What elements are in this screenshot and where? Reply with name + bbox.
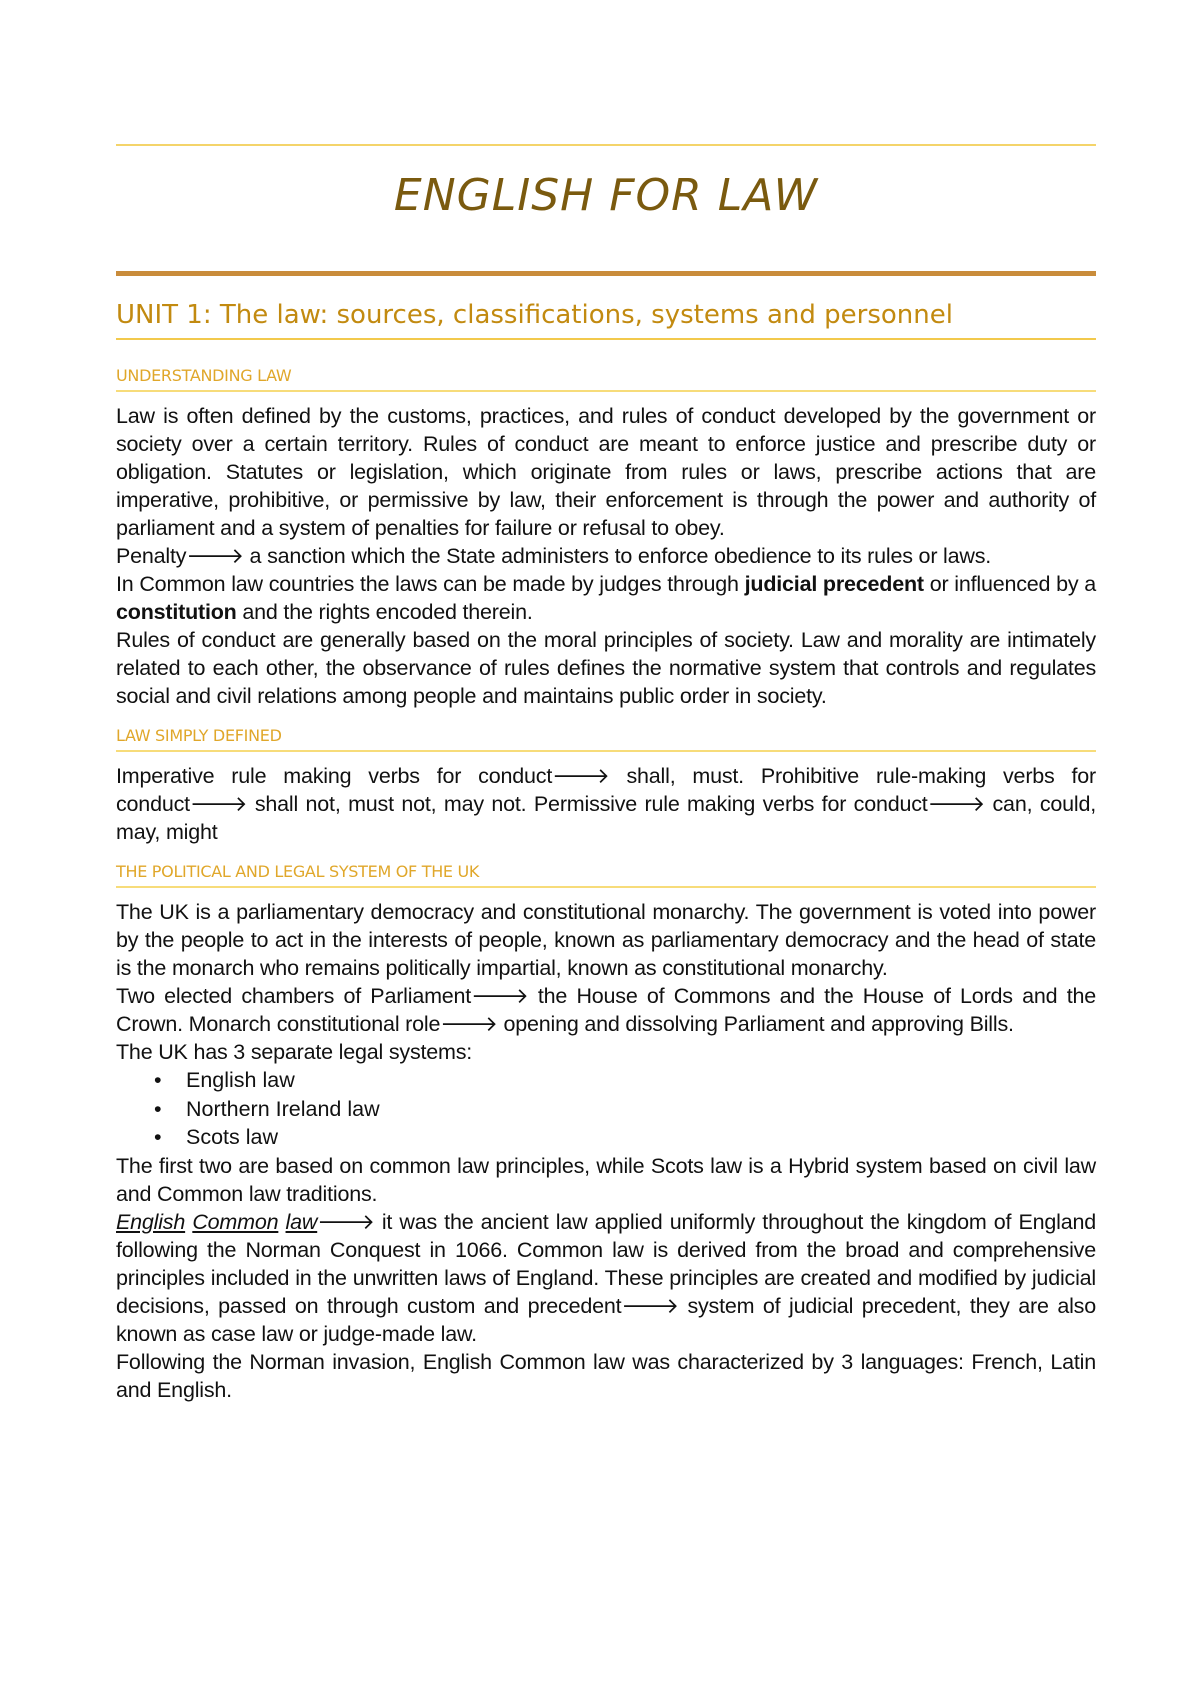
paragraph-rule-verbs [116, 762, 1096, 846]
arrow-icon: 🡒 [186, 544, 244, 568]
text-run: the House of Commons and the House of Lords and the Crown. Monarch constitutional role [116, 984, 1097, 1036]
document-title: ENGLISH FOR LAW [393, 170, 819, 221]
list-item [154, 1123, 1096, 1152]
section-law-simply-defined [116, 722, 1096, 846]
bold-term: judicial precedent [744, 572, 924, 596]
text-run: can, could, may, might [116, 792, 1096, 844]
arrow-icon: 🡒 [927, 792, 986, 816]
arrow-icon: 🡒 [552, 764, 610, 788]
text-run: and the rights encoded therein. [236, 600, 533, 624]
text-run: system of judicial precedent, they are also known as case law or judge-made law. [116, 1293, 1096, 1346]
term: English [116, 1209, 186, 1234]
paragraph-parliament [116, 982, 1096, 1038]
text-run: Imperative rule making verbs for conduct [116, 764, 553, 788]
list-item [154, 1095, 1096, 1124]
title-rule [116, 271, 1096, 276]
bullet-icon: • [154, 1125, 162, 1149]
text-run: shall not, must not, may not. Permissive rule making verbs for conduct [247, 792, 928, 816]
term: Penalty [116, 544, 187, 568]
paragraph-common-law [116, 570, 1096, 626]
paragraph: The UK has 3 separate legal systems: [116, 1040, 473, 1064]
arrow-icon: 🡒 [189, 792, 248, 816]
section-heading: LAW SIMPLY DEFINED [116, 722, 1096, 752]
document-body [116, 362, 1096, 1416]
text-run: opening and dissolving Parliament and approving Bills. [497, 1012, 1014, 1036]
top-rule [116, 144, 1096, 146]
section-heading: THE POLITICAL AND LEGAL SYSTEM OF THE UK [116, 858, 1096, 888]
paragraph: Following the Norman invasion, English Common law was characterized by 3 languages: French, Latin and English. [116, 1349, 1096, 1402]
section-political-legal-system [116, 858, 1096, 1404]
text-run: In Common law countries the laws can be made by judges through [116, 572, 745, 596]
text-run: or influenced by a [923, 572, 1096, 596]
arrow-icon: 🡒 [621, 1293, 679, 1318]
unit-heading: UNIT 1: The law: sources, classifications, systems and personnel [116, 300, 1096, 340]
section-heading: UNDERSTANDING LAW [116, 362, 1096, 392]
list-item [154, 1066, 1096, 1095]
text-run: Two elected chambers of Parliament [116, 984, 472, 1008]
arrow-icon: 🡒 [440, 1012, 498, 1036]
bullet-icon: • [154, 1068, 162, 1092]
definition: a sanction which the State administers to enforce obedience to its rules or laws. [243, 544, 992, 568]
term: Common [192, 1209, 279, 1234]
arrow-icon: 🡒 [471, 984, 529, 1008]
paragraph: The first two are based on common law principles, while Scots law is a Hybrid system based on civil law and Common law traditions. [116, 1153, 1096, 1206]
paragraph: Law is often defined by the customs, practices, and rules of conduct developed by the government or society over a certain territory. Rules of conduct are meant to enforce justice and prescribe duty or obligation. Statutes or legislation, which originate from rules or laws, prescribe actions that are imperative, prohibitive, or permissive by law, their enforcement is through the power and authority of parliament and a system of penalties for failure or refusal to obey. [116, 404, 1096, 540]
paragraph-penalty [116, 542, 1096, 570]
arrow-icon: 🡒 [317, 1209, 375, 1234]
paragraph-english-common-law [116, 1208, 1096, 1348]
list-item-label: Northern Ireland law [186, 1096, 380, 1121]
section-understanding-law [116, 362, 1096, 710]
bullet-icon: • [154, 1096, 162, 1121]
paragraph: The UK is a parliamentary democracy and constitutional monarchy. The government is voted into power by the people to act in the interests of people, known as parliamentary democracy and the head of state is the monarch who remains politically impartial, known as constitutional monarchy. [116, 900, 1096, 980]
legal-systems-list [116, 1066, 1096, 1152]
term: law [285, 1209, 318, 1234]
list-item-label: Scots law [186, 1125, 279, 1149]
text-run: it was the ancient law applied uniformly throughout the kingdom of England following the Norman Conquest in 1066. Common law is derived from the broad and comprehensive principles included in the unwritten laws of England. These principles are created and modified by judicial decisions, passed on through custom and precedent [116, 1209, 1097, 1318]
text-run: shall, must. Prohibitive rule-making verbs for conduct [116, 764, 1096, 816]
bold-term: constitution [116, 600, 237, 624]
paragraph: Rules of conduct are generally based on the moral principles of society. Law and morality are intimately related to each other, the observance of rules defines the normative system that controls and regulates social and civil relations among people and maintains public order in society. [116, 628, 1096, 708]
list-item-label: English law [186, 1068, 295, 1092]
